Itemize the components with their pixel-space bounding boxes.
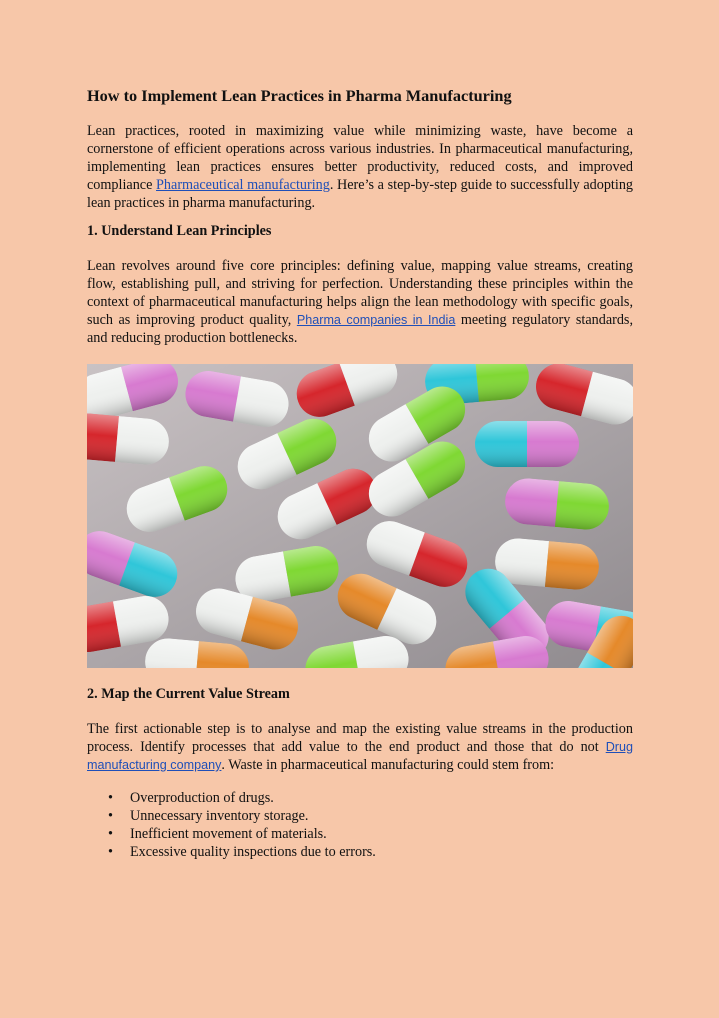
pharma-companies-india-link[interactable]: Pharma companies in India	[296, 313, 456, 327]
bullet-icon: •	[108, 844, 113, 860]
list-item: • Excessive quality inspections due to errors.	[108, 844, 376, 860]
list-item: • Inefficient movement of materials.	[108, 826, 327, 842]
capsules-photo	[87, 364, 633, 668]
intro-text-before: Lean practices, rooted in maximizing value while minimizing waste, have become a cornerstone of efficient operations across various industries. In pharmaceutical manufacturing, implementing lean practices ensures better productivity, reduced costs, and improved compliance	[87, 123, 633, 193]
list-item: • Unnecessary inventory storage.	[108, 808, 309, 824]
capsules-photo-icon	[87, 364, 633, 668]
section2-text-after: . Waste in pharmaceutical manufacturing could stem from:	[221, 757, 555, 773]
list-item: • Overproduction of drugs.	[108, 790, 274, 806]
section1-text-before: Lean revolves around five core principles: defining value, mapping value streams, creating flow, establishing pull, and striving for perfection. Understanding these principles within the context of pharmaceutical manufacturing helps align the lean methodology with specific goals, such as improving product quality,	[87, 258, 633, 328]
section2-text-before: The first actionable step is to analyse and map the existing value streams in the production process. Identify processes that add value to the end product and those that do not	[87, 721, 633, 755]
capsule-icon	[475, 421, 579, 467]
section1-paragraph	[87, 257, 633, 347]
bullet-icon: •	[108, 790, 113, 806]
section1-heading: 1. Understand Lean Principles	[87, 223, 272, 239]
waste-list	[87, 789, 376, 861]
drug-manufacturing-company-link[interactable]: Drug manufacturing company	[87, 740, 633, 772]
bullet-icon: •	[108, 808, 113, 824]
page-title: How to Implement Lean Practices in Pharma Manufacturing	[87, 86, 512, 105]
section1-text-after: meeting regulatory standards, and reducing production bottlenecks.	[87, 312, 633, 346]
intro-text-after: . Here’s a step-by-step guide to successfully adopting lean practices in pharma manufacturing.	[87, 177, 634, 211]
pharmaceutical-manufacturing-link[interactable]: Pharmaceutical manufacturing	[156, 177, 330, 193]
bullet-icon: •	[108, 826, 113, 842]
intro-paragraph	[87, 122, 633, 212]
section2-paragraph	[87, 720, 633, 774]
section2-heading: 2. Map the Current Value Stream	[87, 686, 290, 702]
